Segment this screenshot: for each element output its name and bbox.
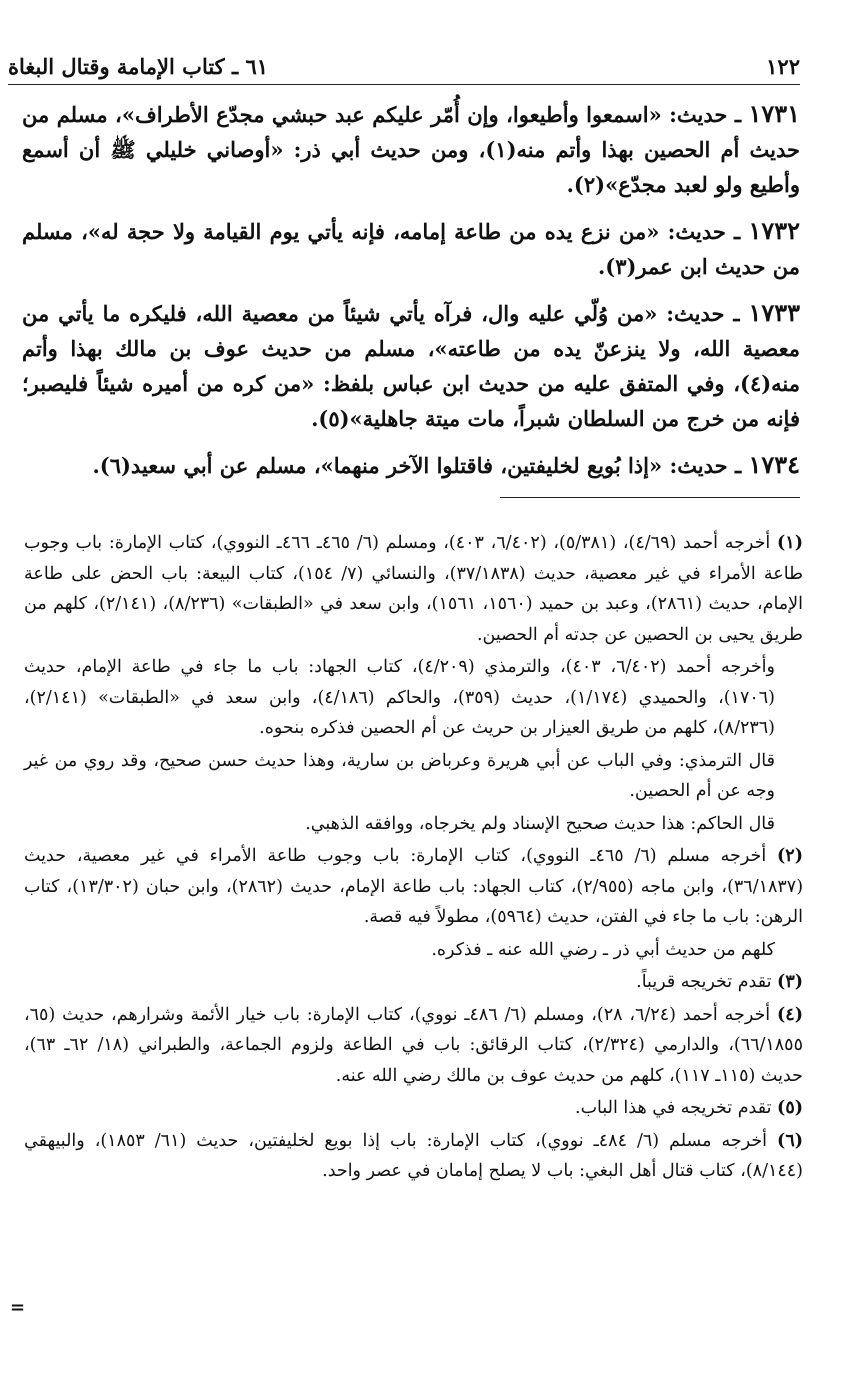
footnote-continuation bbox=[24, 652, 803, 744]
hadith-label: ـ حديث: bbox=[667, 219, 741, 244]
footnote bbox=[24, 528, 803, 650]
footnote-text: أخرجه أحمد (٦/٢٤، ٢٨)، ومسلم (٦/ ٤٨٦ـ نووي)، كتاب الإمارة: باب خيار الأئمة وشرارهم، حديث (٦٥، ٦٦/١٨٥٥)، والدارمي (٢/٣٢٤)، كتاب الرقائق: باب في الطاعة ولزوم الجماعة، والطبراني (١٨/ ٦٢ـ ٦٣)، حديث (١١٥ـ ١١٧)، كلهم من حديث عوف بن مالك رضي الله عنه. bbox=[24, 1004, 803, 1086]
footnote-text: أخرجه أحمد (٤/٦٩)، (٥/٣٨١)، (٦/٤٠٢، ٤٠٣)، ومسلم (٦/ ٤٦٥ـ ٤٦٦ـ النووي)، كتاب الإمارة: باب وجوب طاعة الأمراء في غير معصية، حديث (٣٧/١٨٣٨)، والنسائي (٧/ ١٥٤)، كتاب البيعة: باب الحض على طاعة الإمام، حديث (٢٨٦١)، وعبد بن حميد (١٥٦٠، ١٥٦١)، وابن سعد في «الطبقات» (٨/٢٣٦)، (٢/١٤١)، كلهم من طريق يحيى بن الحصين عن جدته أم الحصين. bbox=[24, 533, 804, 645]
main-text bbox=[22, 96, 800, 498]
footnote-text: وأخرجه أحمد (٦/٤٠٢، ٤٠٣)، والترمذي (٤/٢٠٩)، كتاب الجهاد: باب ما جاء في طاعة الإمام، حديث (١٧٠٦)، والحميدي (١/١٧٤)، حديث (٣٥٩)، والحاكم (٤/١٨٦)، وابن سعد في «الطبقات» (٢/١٤١)، (٨/٢٣٦)، كلهم من طريق العيزار بن حريث عن أم الحصين فذكره بنحوه. bbox=[24, 657, 775, 738]
footnote-continuation bbox=[24, 809, 803, 840]
footnote-text: تقدم تخريجه في هذا الباب. bbox=[575, 1098, 772, 1118]
footnote bbox=[24, 1126, 803, 1187]
hadith-label: ـ حديث: bbox=[669, 453, 742, 478]
footnote-text: تقدم تخريجه قريباً. bbox=[636, 972, 772, 992]
hadith-entry bbox=[22, 96, 800, 202]
footnote-continuation bbox=[24, 935, 803, 966]
running-header bbox=[8, 50, 800, 85]
hadith-text: «من نزع يده من طاعة إمامه، فإنه يأتي يوم القيامة ولا حجة له»، مسلم من حديث ابن عمر(٣). bbox=[22, 219, 800, 279]
hadith-entry bbox=[22, 295, 800, 436]
footnote-marker: (٢) bbox=[777, 846, 803, 866]
hadith-number: ١٧٣١ bbox=[748, 99, 801, 128]
hadith-label: ـ حديث: bbox=[666, 301, 740, 326]
footnote-marker: (٤) bbox=[777, 1004, 803, 1025]
footnote-text: أخرجه مسلم (٦/ ٤٦٥ـ النووي)، كتاب الإمارة: باب وجوب طاعة الأمراء في غير معصية، حديث (٣٦/١٨٣٧)، وابن ماجه (٢/٩٥٥)، كتاب الجهاد: باب طاعة الإمام، حديث (٢٨٦٢)، وابن حبان (١٣/٣٠٢)، كتاب الرهن: باب ما جاء في الفتن، حديث (٥٩٦٤)، مطولاً فيه قصة. bbox=[24, 846, 804, 927]
footnote bbox=[24, 1000, 803, 1092]
footnote bbox=[24, 841, 803, 933]
hadith-entry bbox=[22, 447, 800, 483]
hadith-label: ـ حديث: bbox=[669, 102, 741, 127]
continuation-mark: = bbox=[10, 1297, 26, 1318]
hadith-number: ١٧٣٤ bbox=[748, 450, 800, 479]
footnote-separator bbox=[500, 497, 800, 498]
hadith-text: «اسمعوا وأطيعوا، وإن أُمّر عليكم عبد حبشي مجدّع الأطراف»، مسلم من حديث أم الحصين بهذا وأتم منه(١)، ومن حديث أبي ذر: «أوصاني خليلي ﷺ أن أسمع وأطيع ولو لعبد مجدّع»(٢). bbox=[22, 102, 800, 197]
footnote-marker: (٣) bbox=[777, 972, 803, 992]
hadith-text: «من وُلّي عليه وال، فرآه يأتي شيئاً من معصية الله، فليكره ما يأتي من معصية الله، ولا ينزعنّ يده من طاعته»، مسلم من حديث عوف بن مالك بهذا وأتم منه(٤)، وفي المتفق عليه من حديث ابن عباس بلفظ: «من كره من أميره شيئاً فليصبر؛ فإنه من خرج من السلطان شبراً، مات ميتة جاهلية»(٥). bbox=[22, 301, 800, 431]
page-number: ١٢٢ bbox=[766, 54, 800, 79]
hadith-text: «إذا بُويع لخليفتين، فاقتلوا الآخر منهما»، مسلم عن أبي سعيد(٦). bbox=[92, 453, 663, 478]
footnotes bbox=[24, 528, 803, 1189]
hadith-number: ١٧٣٣ bbox=[748, 298, 800, 327]
footnote-text: كلهم من حديث أبي ذر ـ رضي الله عنه ـ فذكره. bbox=[431, 939, 775, 960]
footnote-marker: (١) bbox=[777, 533, 803, 553]
footnote-marker: (٥) bbox=[777, 1098, 803, 1118]
footnote-continuation bbox=[24, 746, 803, 807]
hadith-entry bbox=[22, 213, 800, 284]
footnote-text: أخرجه مسلم (٦/ ٤٨٤ـ نووي)، كتاب الإمارة: باب إذا بويع لخليفتين، حديث (٦١/ ١٨٥٣)، والبيهقي (٨/١٤٤)، كتاب قتال أهل البغي: باب لا يصلح إمامان في عصر واحد. bbox=[24, 1130, 803, 1181]
footnote-text: قال الحاكم: هذا حديث صحيح الإسناد ولم يخرجاه، ووافقه الذهبي. bbox=[305, 813, 775, 834]
footnote bbox=[24, 967, 803, 998]
footnote-text: قال الترمذي: وفي الباب عن أبي هريرة وعرباض بن سارية، وهذا حديث حسن صحيح، وقد روي من غير وجه عن أم الحصين. bbox=[24, 750, 775, 801]
running-title: ٦١ ـ كتاب الإمامة وقتال البغاة bbox=[8, 54, 269, 79]
footnote bbox=[24, 1093, 803, 1124]
hadith-number: ١٧٣٢ bbox=[748, 216, 801, 245]
footnote-marker: (٦) bbox=[777, 1130, 803, 1151]
